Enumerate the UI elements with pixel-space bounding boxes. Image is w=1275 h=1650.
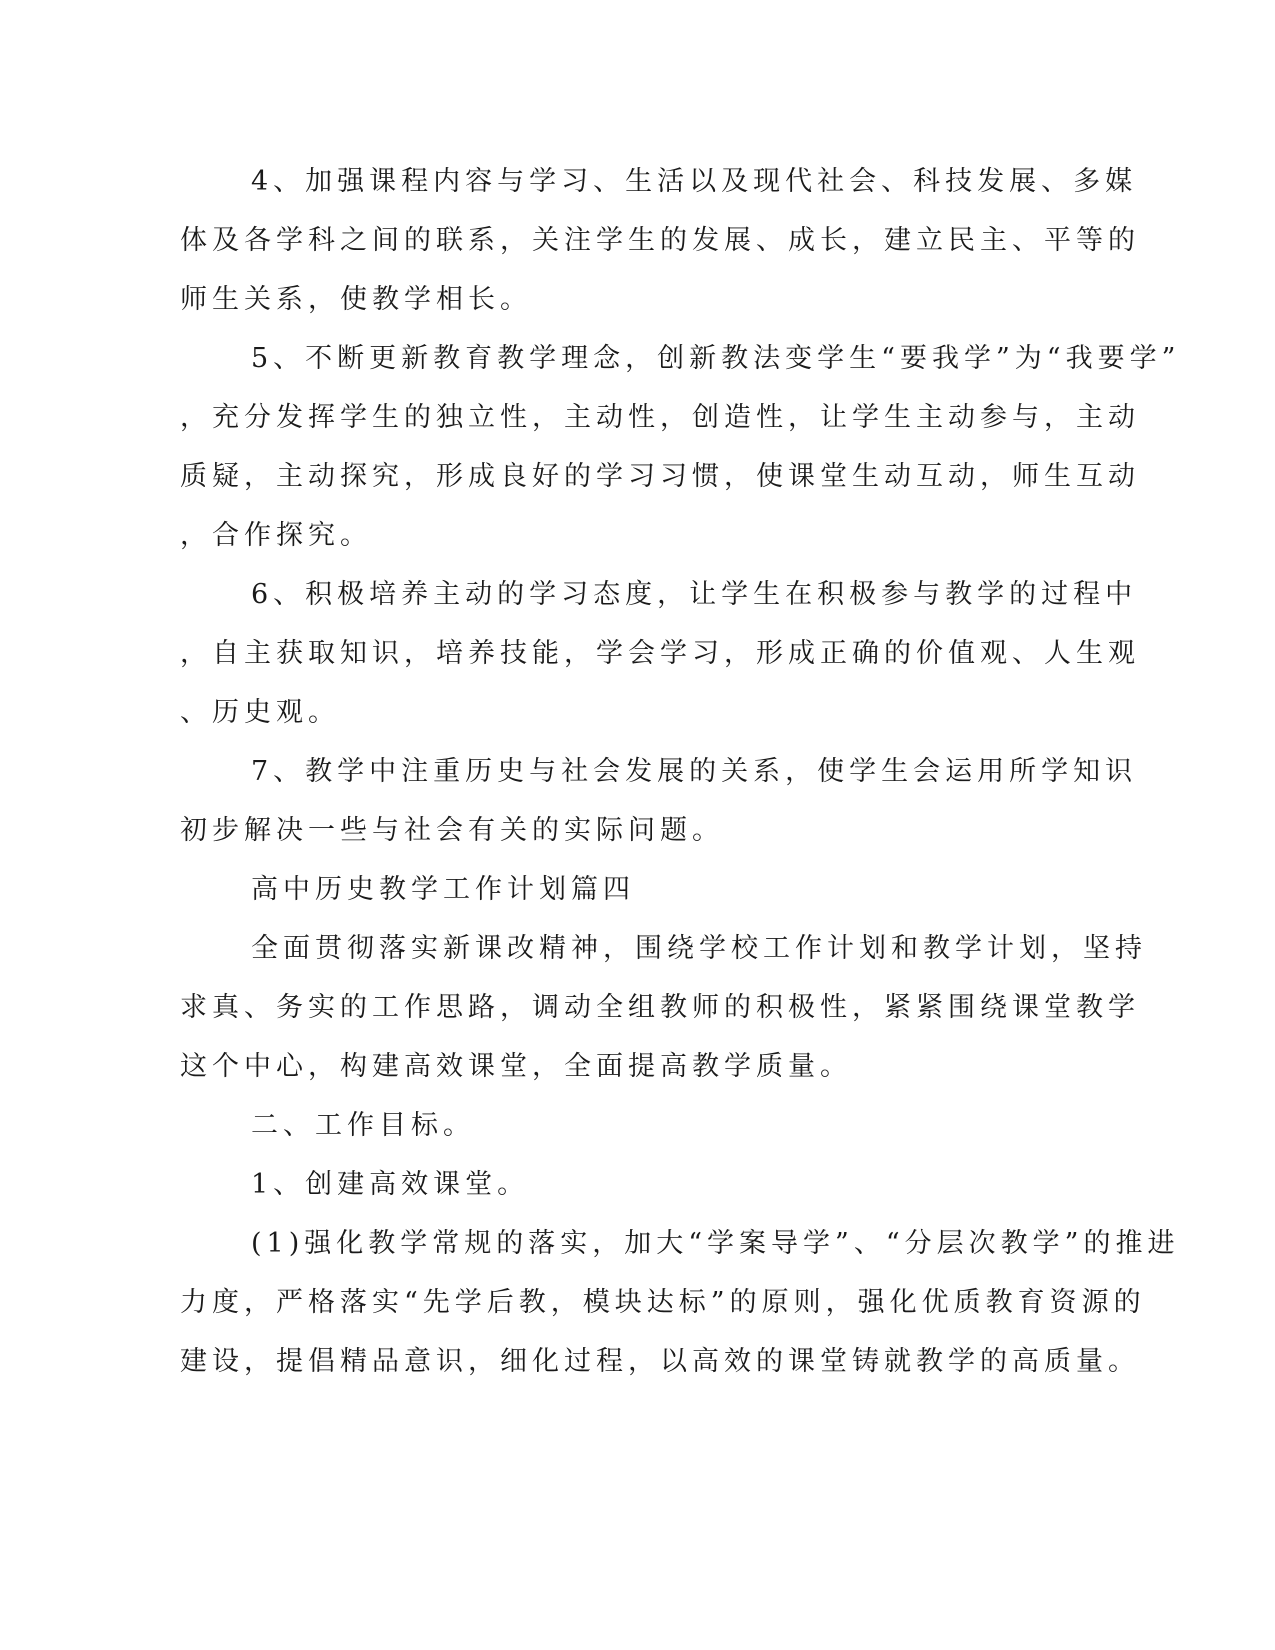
document-page: [180, 152, 1181, 1391]
text-line: 初步解决一些与社会有关的实际问题。: [180, 815, 724, 846]
list-item-heading: 1、创建高效课堂。: [251, 1169, 530, 1200]
section-heading: 高中历史教学工作计划篇四: [251, 874, 635, 905]
text-line: 建设，提倡精品意识，细化过程，以高效的课堂铸就教学的高质量。: [180, 1346, 1140, 1377]
text-line: ，充分发挥学生的独立性，主动性，创造性，让学生主动参与，主动: [180, 402, 1140, 433]
text-line: 力度，严格落实“先学后教，模块达标”的原则，强化优质教育资源的: [180, 1287, 1146, 1318]
text-line: 全面贯彻落实新课改精神，围绕学校工作计划和教学计划，坚持: [251, 933, 1147, 964]
text-line: 5、不断更新教育教学理念，创新教法变学生“要我学”为“我要学”: [251, 343, 1181, 374]
text-line: 求真、务实的工作思路，调动全组教师的积极性，紧紧围绕课堂教学: [180, 992, 1140, 1023]
text-line: 4、加强课程内容与学习、生活以及现代社会、科技发展、多媒: [251, 166, 1138, 197]
subsection-heading: 二、工作目标。: [251, 1110, 475, 1141]
text-line: ，自主获取知识，培养技能，学会学习，形成正确的价值观、人生观: [180, 638, 1140, 669]
text-line: 6、积极培养主动的学习态度，让学生在积极参与教学的过程中: [251, 579, 1138, 610]
text-line: (1)强化教学常规的落实，加大“学案导学”、“分层次教学”的推进: [251, 1228, 1180, 1259]
text-line: 质疑，主动探究，形成良好的学习习惯，使课堂生动互动，师生互动: [180, 461, 1140, 492]
text-line: ，合作探究。: [180, 520, 372, 551]
text-line: 、历史观。: [180, 697, 340, 728]
text-line: 体及各学科之间的联系，关注学生的发展、成长，建立民主、平等的: [180, 225, 1140, 256]
text-line: 这个中心，构建高效课堂，全面提高教学质量。: [180, 1051, 852, 1082]
text-line: 7、教学中注重历史与社会发展的关系，使学生会运用所学知识: [251, 756, 1138, 787]
text-line: 师生关系，使教学相长。: [180, 284, 532, 315]
